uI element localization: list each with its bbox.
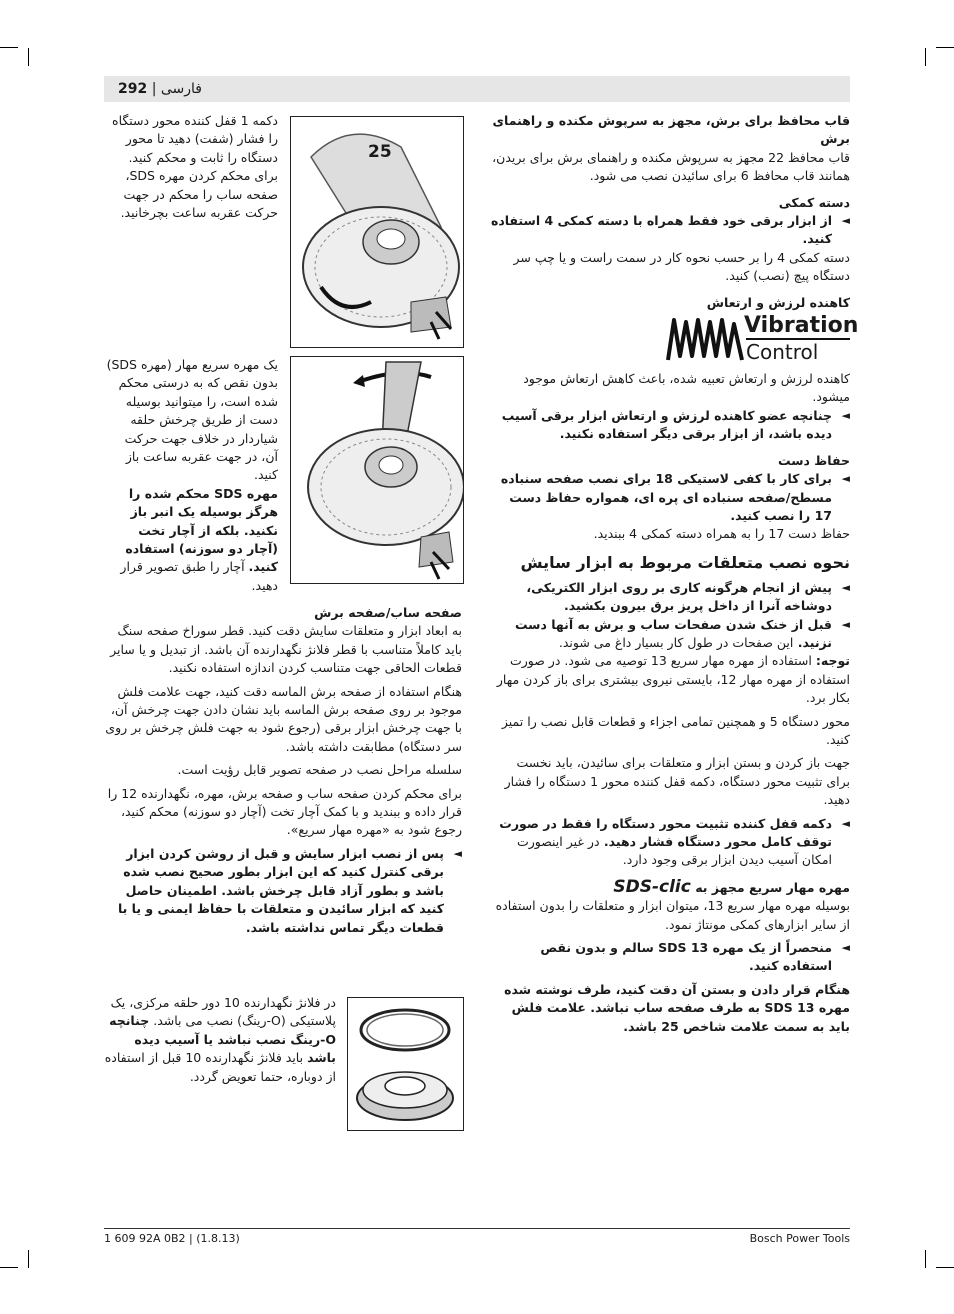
- crop-mark: [936, 47, 954, 48]
- header-separator: |: [151, 81, 157, 97]
- figure-1-caption: دکمه 1 قفل کننده محور دستگاه را فشار (شفت) دهید تا محور دستگاه را ثابت و محکم کنید. برای محکم کردن مهره SDS، صفحه ساب را محکم در جهت حرکت عقربه ساعت بچرخانید.: [112, 113, 278, 221]
- warning-bullet: ◄ از ابزار برقی خود فقط همراه با دسته کمکی 4 استفاده کنید.: [490, 212, 850, 249]
- bullet-bold: دکمه قفل کننده تثبیت محور دستگاه را فقط در صورت توقف کامل محور دستگاه فشار دهید.: [499, 815, 832, 849]
- text: باید فلانژ نگهدارنده 10 قبل از استفاده از دوباره، حتما تعویض گردد.: [104, 1050, 336, 1084]
- warning-bullet: ◄ چنانچه عضو کاهنده لرزش و ارتعاش ابزار برقی آسیب دیده باشد، از ابزار برقی دیگر استفاده نکنید.: [490, 407, 850, 444]
- crop-mark: [925, 1250, 926, 1268]
- paragraph: دسته کمکی 4 را بر حسب نحوه کار در سمت راست و یا چپ سر دستگاه پیچ (نصب) کنید.: [513, 249, 850, 284]
- paragraph: هنگام استفاده از صفحه برش الماسه دقت کنید، جهت علامت فلش موجود بر روی صفحه برش الماسه باید نشان دادن جهت چرخش آن، با جهت چرخش ابزار برقی (رجوع شود به جهت فلش چرخش بر روی سر دستگاه) مطابقت داشته باشد.: [105, 683, 462, 754]
- paragraph: جهت باز کردن و بستن ابزار و متعلقات برای سائیدن، باید نخست برای تثبیت محور دستگاه، دکمه قفل کننده محور 1 دستگاه را فشار دهید.: [504, 755, 850, 808]
- note-text: استفاده از مهره مهار سریع 13 توصیه می شود. در صورت استفاده از مهره مهار 12، بایستی نیروی بیشتری برای باز کردن مهار بکار برد.: [496, 653, 850, 706]
- bold-paragraph: هنگام قرار دادن و بستن آن دقت کنید، طرف نوشته شده مهره SDS 13 به طرف صفحه ساب نباشد. علامت فلش باید به سمت علامت شاخص 25 باشد.: [504, 981, 850, 1034]
- bold-text: چنانچه O-رینگ نصب نباشد یا آسیب دیده باشد: [109, 1013, 336, 1066]
- paragraph: یک مهره سریع مهار (مهره SDS) بدون نقص که به درستی محکم شده است، را میتوانید بوسیله دست از طریق چرخش حلقه شیاردار در خلاف جهت حرکت آن، در جهت عقربه ساعت باز کنید.: [106, 357, 278, 483]
- page-number: 292: [118, 81, 148, 97]
- bold-text: مهره SDS محکم شده را هرگز بوسیله یک انبر باز نکنید. بلکه از آچار تخت (آچار دو سوزنه) استفاده کنید.: [125, 485, 278, 575]
- warning-bullet: ◄ پیش از انجام هرگونه کاری بر روی ابزار الکتریکی، دوشاخه آنرا از داخل پریز برق بیرون بکشید.: [490, 579, 850, 616]
- page-header: [104, 76, 850, 102]
- note-label: توجه:: [815, 653, 850, 669]
- section-title: قاب محافظ برای برش، مجهز به سرپوش مکنده و راهنمای برش: [492, 113, 850, 147]
- section-title: صفحه ساب/صفحه برش: [314, 605, 462, 620]
- section-title: حفاظ دست: [778, 452, 850, 468]
- paragraph: قاب محافظ 22 مجهز به سرپوش مکنده و راهنمای برش برای بریدن، همانند قاب محافظ 6 برای سائیدن نصب می شود.: [492, 149, 850, 184]
- section-title: کاهنده لرزش و ارتعاش: [706, 294, 850, 310]
- vibration-wave-icon: [666, 316, 744, 362]
- text: در فلانژ نگهدارنده 10 دور حلقه مرکزی، یک پلاستیکی (O-رینگ) نصب می باشد.: [110, 995, 336, 1029]
- paragraph: [104, 994, 336, 1086]
- vibration-control-logo: [666, 313, 859, 366]
- warning-bullet: ◄ برای کار با کفی لاستیکی 18 برای نصب صفحه سنباده مسطح/صفحه سنباده ای پره ای، همواره حفاظ دست 17 را نصب کنید.: [490, 470, 850, 525]
- page-header-text: [118, 79, 202, 99]
- paragraph: محور دستگاه 5 و همچنین تمامی اجزاء و قطعات قابل نصب را تمیز کنید.: [501, 713, 850, 747]
- crop-mark: [925, 48, 926, 66]
- figure-3-caption: [104, 994, 336, 1086]
- crop-mark: [28, 48, 29, 66]
- right-column: [490, 112, 859, 1036]
- wrench-disc-illustration: [291, 357, 463, 583]
- footer-right: Bosch Power Tools: [749, 1232, 850, 1245]
- paragraph: بوسیله مهره مهار سریع 13، میتوان ابزار و متعلقات را بدون استفاده از سایر ابزارهای کمکی مونتاژ نمود.: [495, 898, 850, 932]
- bold-paragraph: [104, 485, 278, 595]
- vibration-word: Vibration: [744, 313, 859, 339]
- figure-label: 25: [368, 142, 392, 162]
- left-column: [104, 604, 462, 937]
- header-language: فارسی: [160, 81, 202, 97]
- warning-bullet: ◄ پس از نصب ابزار سایش و قبل از روشن کردن ابزار برقی کنترل کنید که این ابزار بطور صحیح نصب شده باشد و بطور آزاد قابل چرخش باشد. اطمینان حاصل کنید که ابزار سائیدن و متعلقات با حفاظ ایمنی و یا با قطعات دیگر تماس نداشته باشد.: [104, 845, 462, 937]
- bullet-text: این صفحات در طول کار بسیار داغ می شوند.: [558, 634, 794, 650]
- crop-mark: [0, 1267, 18, 1268]
- section-title: [490, 878, 850, 897]
- paragraph: کاهنده لرزش و ارتعاش تعبیه شده، باعث کاهش ارتعاش موجود میشود.: [523, 371, 850, 405]
- paragraph: برای محکم کردن صفحه ساب و صفحه برش، مهره، نگهدارنده 12 را قرار داده و ببندید و با کمک آچار تخت (آچار دو سوزنه) محکم کنید، رجوع شود به «مهره مهار سریع».: [107, 785, 462, 838]
- figure-3: [347, 997, 464, 1131]
- footer-left: 1 609 92A 0B2 | (1.8.13): [104, 1232, 240, 1245]
- section-title-text: مهره مهار سریع مجهز به: [695, 879, 850, 895]
- footer-rule: [104, 1228, 850, 1229]
- warning-bullet: [490, 616, 850, 653]
- note: [490, 652, 850, 707]
- paragraph: سلسله مراحل نصب در صفحه تصویر قابل رؤیت است.: [177, 762, 462, 778]
- warning-bullet: ◄ منحصراً از یک مهره SDS 13 سالم و بدون نقص استفاده کنید.: [490, 939, 850, 976]
- figure-2: [290, 356, 464, 584]
- figure-2-caption: [104, 356, 278, 595]
- paragraph: به ابعاد ابزار و متعلقات سایش دقت کنید. قطر سوراخ صفحه سنگ باید کاملاً متناسب با قطر فلانژ نگهدارنده آن باشد. از تبدیل و یا سایر قطعات الحاقی جهت متناسب کردن اندازه استفاده نکنید.: [110, 623, 462, 676]
- flange-o-ring-illustration: [348, 998, 463, 1130]
- control-word: Control: [746, 340, 819, 365]
- chapter-title: نحوه نصب متعلقات مربوط به ابزار سایش: [520, 552, 850, 572]
- bullet-text: در غیر اینصورت امکان آسیب دیدن ابزار برقی وجود دارد.: [516, 834, 832, 868]
- warning-bullet: [490, 815, 850, 870]
- bullet-bold: قبل از خنک شدن صفحات ساب و برش به آنها دست نزنید.: [514, 616, 832, 650]
- section-title: دسته کمکی: [778, 194, 850, 210]
- text: آچار را طبق تصویر قرار دهید.: [120, 559, 278, 593]
- sds-clic-logo: SDS-clic: [613, 876, 691, 897]
- crop-mark: [0, 47, 18, 48]
- crop-mark: [936, 1267, 954, 1268]
- paragraph: حفاظ دست 17 را به همراه دسته کمکی 4 ببندید.: [593, 526, 850, 542]
- crop-mark: [28, 1250, 29, 1268]
